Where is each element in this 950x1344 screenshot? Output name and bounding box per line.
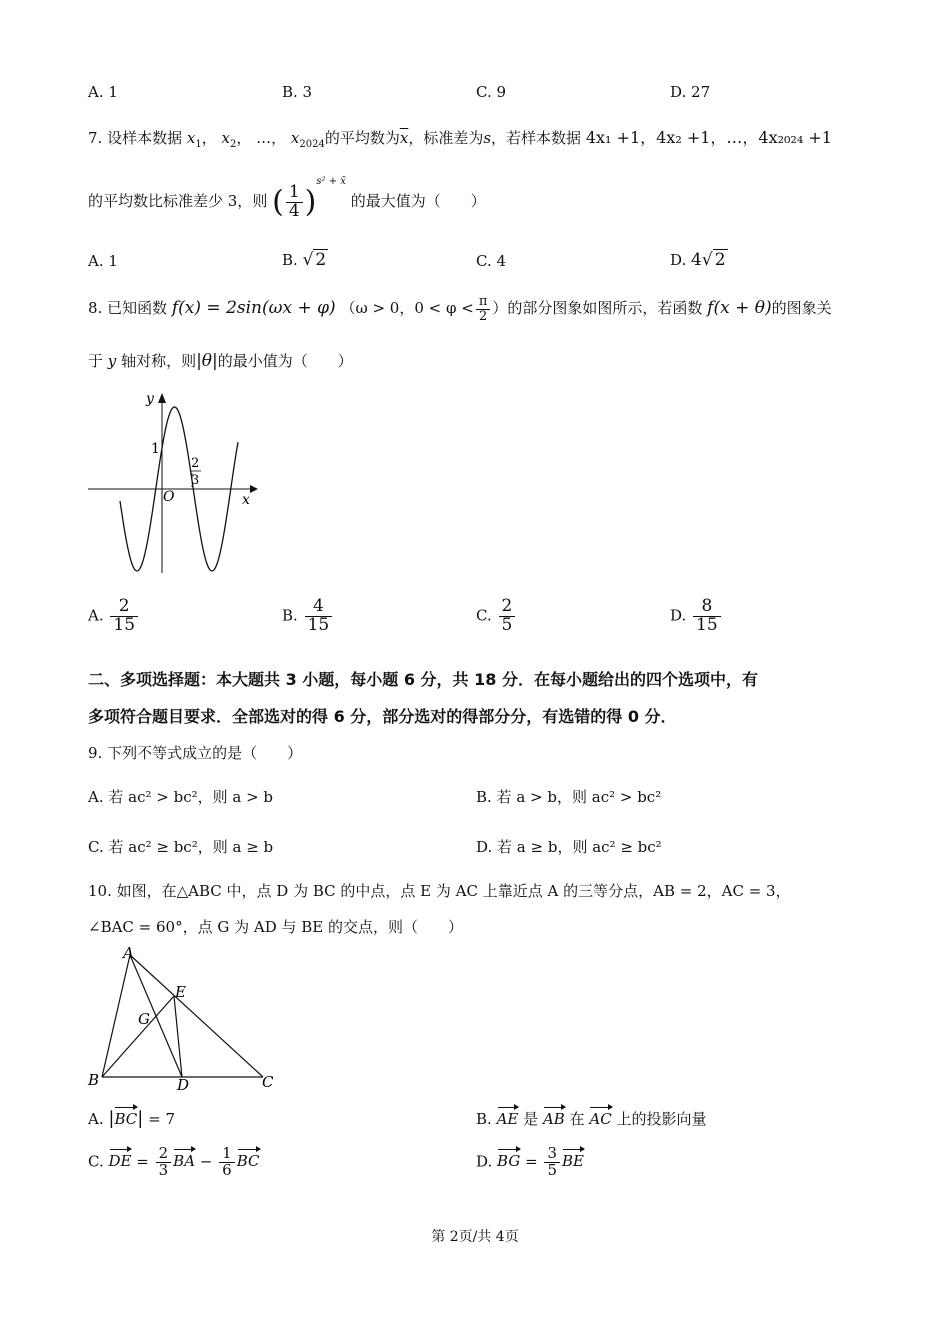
q10-option-d: D. BG = $\frac{3}{5}$ BE (476, 1144, 585, 1179)
q8-line2: 于 y 轴对称，则|θ|的最小值为（ ） (88, 351, 353, 371)
point-b-label: B (88, 1071, 100, 1089)
page-footer: 第 2页/共 4页 (431, 1229, 519, 1245)
q10-line2: ∠BAC = 60°，点 G 为 AD 与 BE 的交点，则（ ） (88, 918, 464, 936)
q8-option-d: D. $\frac{8}{15}$ (670, 598, 723, 635)
q9-title: 9. 下列不等式成立的是（ ） (88, 744, 303, 762)
y-axis-arrow (158, 393, 166, 403)
point-g-label: G (138, 1010, 150, 1028)
q10-option-c: C. DE = $\frac{2}{3}$ BA − $\frac{1}{6}$ BC (88, 1144, 260, 1179)
x-axis-label: x (242, 492, 250, 508)
q10-triangle-figure (82, 942, 282, 1092)
section2-heading-line1: 二、多项选择题：本大题共 3 小题，每小题 6 分，共 18 分．在每小题给出的四个选项中，有 (88, 670, 758, 689)
y-one-label: 1 (151, 441, 160, 457)
section2-heading-line2: 多项符合题目要求．全部选对的得 6 分，部分选对的得部分分，有选错的得 0 分． (88, 707, 677, 726)
segment-de (174, 996, 182, 1077)
q7-exponent: s² + x̄ (316, 176, 346, 187)
q7-fraction: $\frac{1}{4}$ (286, 184, 303, 221)
q7-option-d: D. 4√ 2 (670, 250, 726, 270)
q9-option-c: C. 若 ac² ≥ bc²，则 a ≥ b (88, 838, 274, 856)
point-d-label: D (177, 1076, 190, 1092)
q10-option-a: A. |BC| = 7 (88, 1108, 175, 1129)
q7-option-c: C. 4 (476, 252, 507, 270)
origin-label: O (163, 489, 175, 505)
q8-option-a: A. $\frac{2}{15}$ (88, 598, 140, 635)
q6-option-b: B. 3 (282, 83, 313, 101)
q6-option-d: D. 27 (670, 83, 711, 101)
q9-option-d: D. 若 a ≥ b，则 ac² ≥ bc² (476, 838, 662, 856)
q8-option-b: B. $\frac{4}{15}$ (282, 598, 334, 635)
q10-option-b: B. AE 是 AB 在 AC 上的投影向量 (476, 1110, 707, 1128)
point-e-label: E (175, 983, 186, 1001)
q6-option-c: C. 9 (476, 83, 507, 101)
side-ab (102, 955, 130, 1077)
mark-denominator: 3 (191, 473, 200, 488)
point-a-label: A (123, 944, 134, 962)
q9-option-b: B. 若 a > b，则 ac² > bc² (476, 788, 662, 806)
q10-line1: 10. 如图，在△ABC 中，点 D 为 BC 的中点，点 E 为 AC 上靠近点 A 的三等分点，AB = 2，AC = 3， (88, 882, 791, 900)
point-c-label: C (262, 1073, 274, 1091)
mark-numerator: 2 (191, 456, 200, 471)
q8-cond-fraction: $\frac{\pi}{2}$ (476, 295, 491, 323)
q7-line1: 7. 设样本数据 $x_1$， $x_2$， …， $x_{2024}$的平均数为$\overline{x}$，标准差为s，若样本数据 4x₁ +1，4x₂ +1，…，4x₂₀₂₄ +1 (88, 128, 832, 150)
x-axis-arrow (250, 485, 258, 493)
q7-sample: 4x₁ +1，4x₂ +1，…，4x₂₀₂₄ +1 (585, 128, 832, 147)
q7-option-a: A. 1 (88, 252, 118, 270)
q6-option-a: A. 1 (88, 83, 118, 101)
q7-option-b: B. √ 2 (282, 250, 327, 270)
segment-be (102, 996, 174, 1077)
q9-option-a: A. 若 ac² > bc²，则 a > b (88, 788, 274, 806)
x-bar: $\overline{x}$ (399, 129, 409, 147)
q7-line2: 的平均数比标准差少 3，则 ( $\frac{1}{4}$ )$^{s^2 + x̄}$ 的最大值为（ ） (88, 176, 486, 221)
q8-line1: 8. 已知函数 f(x) = 2sin(ωx + φ) （ω > 0，0 < φ < $\frac{\pi}{2}$ ）的部分图象如图所示，若函数 f(x + θ)的图象关 (88, 294, 832, 324)
q8-option-c: C. $\frac{2}{5}$ (476, 598, 517, 635)
q8-sine-graph (80, 385, 260, 580)
y-axis-label: y (146, 391, 154, 407)
